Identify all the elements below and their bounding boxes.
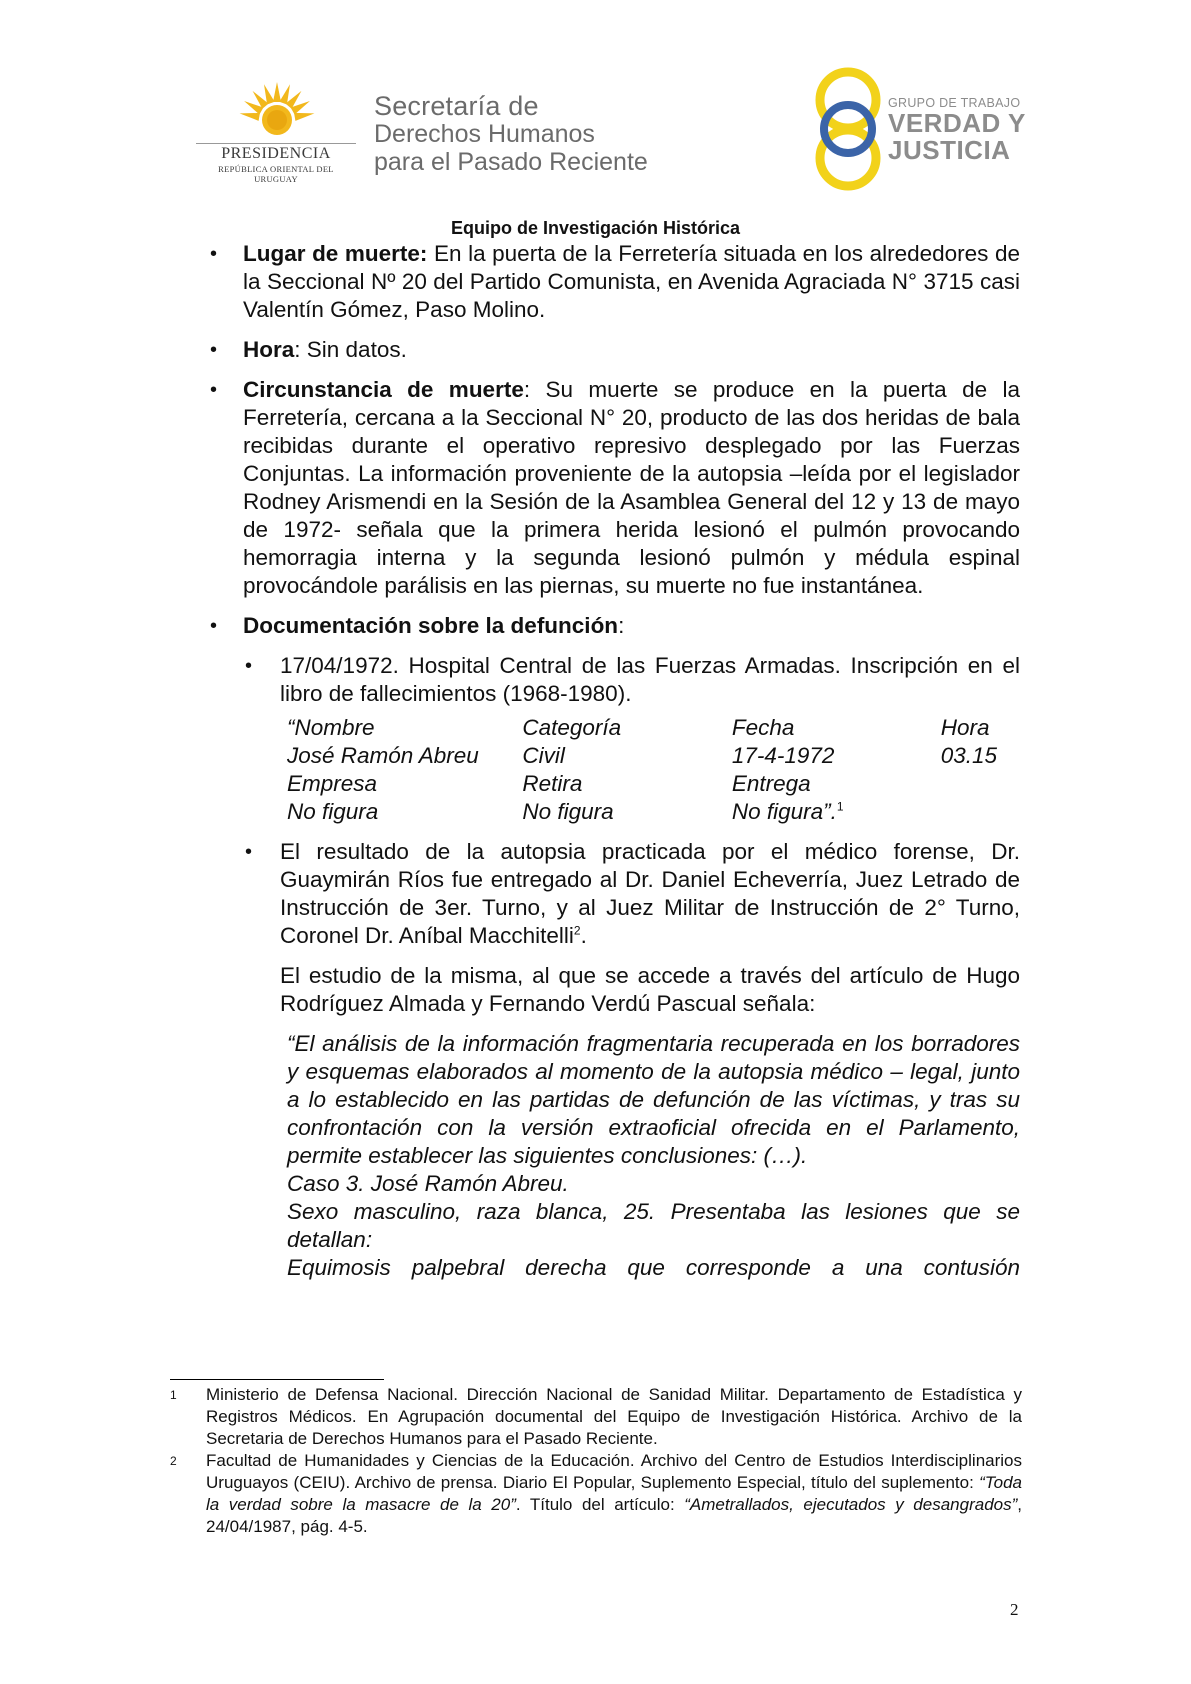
table-cell: Retira — [522, 771, 583, 796]
quote-p2: Caso 3. José Ramón Abreu. — [287, 1171, 569, 1196]
table-cell — [732, 798, 941, 826]
sub-bullet-inscripcion: • 17/04/1972. Hospital Central de las Fuerzas Armadas. Inscripción en el libro de fallecimientos (1968-1980). — [245, 653, 1020, 706]
table-cell: José Ramón Abreu — [287, 743, 479, 768]
verdad-justicia-logo-text — [888, 96, 1026, 164]
footnote-number: 1 — [170, 1388, 177, 1402]
lugar-label: Lugar de muerte: — [243, 241, 428, 266]
table-cell: Civil — [522, 743, 565, 768]
bullet-documentacion: • Documentación sobre la defunción: — [210, 613, 625, 638]
page-number: 2 — [1010, 1600, 1019, 1619]
sun-emblem-icon — [232, 80, 322, 150]
table-cell: 17-4-1972 — [731, 743, 835, 768]
presidencia-text: PRESIDENCIA — [221, 145, 331, 162]
section-title: Equipo de Investigación Histórica — [450, 218, 741, 238]
table-cell-text: No figura”. — [731, 799, 837, 824]
autopsia-text: El resultado de la autopsia practicada por el médico forense, Dr. Guaymirán Ríos fue entregado al Dr. Daniel Echeverría, Juez Letrado de Instrucción de 3er. Turno, y al Juez Militar de Instrucción de 2° Turno, Coronel Dr. Aníbal Macchitelli — [280, 839, 1020, 948]
document-body — [205, 240, 1020, 1282]
autopsia-end: . — [580, 923, 587, 948]
footnote-articulo-title: “Ametrallados, ejecutados y desangrados” — [684, 1495, 1018, 1514]
table-cell: Hora — [940, 715, 990, 740]
footnote-text: Ministerio de Defensa Nacional. Dirección Nacional de Sanidad Militar. Departamento de Estadística y Registros Médicos. En Agrupación documental del Equipo de Investigación Histórica. Archivo de la Secretaria de Derechos Humanos para el Pasado Reciente. — [206, 1385, 1022, 1448]
footnote-text: . Título del artículo: — [515, 1495, 685, 1514]
secretaria-line2: Derechos Humanos — [374, 120, 595, 148]
table-cell — [941, 798, 1020, 826]
presidencia-logo — [196, 145, 356, 184]
documentacion-label: Documentación sobre la defunción — [243, 613, 619, 638]
footnote-ref-2: 2 — [573, 923, 581, 938]
circunstancia-text: : Su muerte se produce en la puerta de la Ferretería, cercana a la Seccional N° 20, producto de las dos heridas de bala recibidas durante el operativo represivo desplegado por las Fuerzas Conjuntas. La información proveniente de la autopsia –leída por el legislador Rodney Arismendi en la Sesión de la Asamblea General del 12 y 13 de mayo de 1972- señala que la primera herida lesionó el pulmón provocando hemorragia interna y la segunda lesionó pulmón y médula espinal provocándole parálisis en las piernas, su muerte no fue instantánea. — [243, 377, 1020, 598]
footnote-1 — [170, 1384, 1022, 1450]
quote-p1: “El análisis de la información fragmentaria recuperada en los borradores y esquemas elaborados al momento de la autopsia médico – legal, junto a lo establecido en las partidas de defunción de las víctimas, y tras su confrontación con la versión extraoficial ofrecida en el Parlamento, permite establecer las siguientes conclusiones: (…). — [287, 1031, 1020, 1168]
bullet-circunstancia: • Circunstancia de muerte: Su muerte se produce en la puerta de la Ferretería, cercana a la Seccional N° 20, producto de las dos heridas de bala recibidas durante el operativo represivo desplegado por las Fuerzas Conjuntas. La información proveniente de la autopsia –leída por el legislador Rodney Arismendi en la Sesión de la Asamblea General del 12 y 13 de mayo de 1972- señala que la primera herida lesionó el pulmón provocando hemorragia interna y la segunda lesionó pulmón y médula espinal provocándole parálisis en las piernas, su muerte no fue instantánea. — [210, 377, 1020, 598]
footnote-text: , 24/04/1987, pág. 4-5. — [206, 1495, 1022, 1536]
footnotes — [170, 1384, 1022, 1538]
lugar-text: En la puerta de la Ferretería situada en los alrededores de la Seccional Nº 20 del Partido Comunista, en Avenida Agraciada N° 3715 casi Valentín Gómez, Paso Molino. — [243, 241, 1021, 322]
bullet-lugar: • Lugar de muerte: En la puerta de la Ferretería situada en los alrededores de la Seccional Nº 20 del Partido Comunista, en Avenida Agraciada N° 3715 casi Valentín Gómez, Paso Molino. — [210, 241, 1021, 322]
table-cell: “Nombre — [287, 715, 375, 740]
secretaria-line3: para el Pasado Reciente — [374, 148, 648, 176]
footnote-suplemento-title: “Toda la verdad sobre la masacre de la 20” — [206, 1473, 1022, 1514]
circunstancia-label: Circunstancia de muerte — [243, 377, 524, 402]
table-cell: Empresa — [287, 771, 378, 796]
table-row — [287, 742, 1020, 770]
table-cell: Entrega — [731, 771, 811, 796]
table-cell: 03.15 — [940, 743, 998, 768]
secretaria-line1: Secretaría de — [374, 91, 539, 121]
footnote-divider — [170, 1379, 384, 1380]
grupo-line1: GRUPO DE TRABAJO — [888, 96, 1021, 110]
documentacion-text: : — [618, 613, 625, 638]
footnote-2 — [170, 1450, 1022, 1538]
quote-p4: Equimosis palpebral derecha que corresponde a una contusión — [287, 1255, 1020, 1280]
grupo-line3: JUSTICIA — [888, 135, 1011, 165]
table-row — [287, 798, 1020, 826]
estudio-paragraph: El estudio de la misma, al que se accede a través del artículo de Hugo Rodríguez Almada y Fernando Verdú Pascual señala: — [280, 963, 1020, 1016]
hora-label: Hora — [243, 337, 295, 362]
bullet-hora: • Hora: Sin datos. — [210, 337, 407, 362]
table-cell: Categoría — [522, 715, 622, 740]
inscripcion-text: 17/04/1972. Hospital Central de las Fuerzas Armadas. Inscripción en el libro de fallecimientos (1968-1980). — [280, 653, 1020, 706]
table-row — [287, 714, 1020, 742]
footnote-text: Facultad de Humanidades y Ciencias de la Educación. Archivo del Centro de Estudios Interdisciplinarios Uruguayos (CEIU). Archivo de prensa. Diario El Popular, Suplemento Especial, título del suplemento: — [206, 1451, 1022, 1492]
quote-p3: Sexo masculino, raza blanca, 25. Presentaba las lesiones que se detallan: — [287, 1199, 1020, 1252]
grupo-line2: VERDAD Y — [888, 108, 1026, 138]
table-cell: Fecha — [731, 715, 795, 740]
republica-text: REPÚBLICA ORIENTAL DEL URUGUAY — [218, 164, 334, 184]
sub-bullet-autopsia: • El resultado de la autopsia practicada por el médico forense, Dr. Guaymirán Ríos fue entregado al Dr. Daniel Echeverría, Juez Letrado de Instrucción de 3er. Turno, y al Juez Militar de Instrucción de 2° Turno, Coronel Dr. Aníbal Macchitelli$^2$. — [245, 839, 1020, 948]
table-cell: No figura — [522, 799, 614, 824]
verdad-justicia-emblem-icon — [808, 64, 888, 194]
secretaria-logo-text — [374, 92, 648, 176]
autopsia-quote — [205, 1030, 1020, 1282]
registro-table — [287, 714, 1020, 826]
page-header — [0, 0, 1191, 210]
table-row — [287, 770, 1020, 798]
hora-text: : Sin datos. — [294, 337, 407, 362]
footnote-ref-1: 1 — [836, 799, 844, 814]
table-cell: No figura — [287, 799, 379, 824]
table-cell — [941, 770, 1020, 798]
footnote-number: 2 — [170, 1454, 177, 1468]
